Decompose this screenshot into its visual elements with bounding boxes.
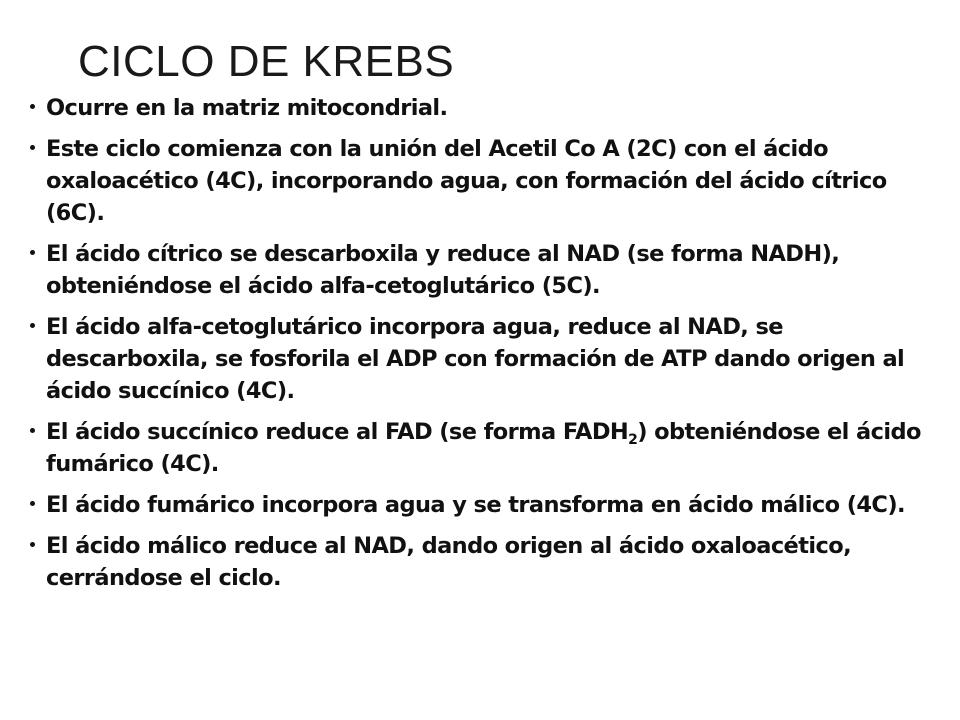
bullet-item-5 [26, 416, 938, 480]
bullet-dot-icon [30, 323, 35, 328]
bullet-text: El ácido fumárico incorpora agua y se transforma en ácido málico (4C). [46, 492, 905, 518]
bullet-dot-icon [30, 250, 35, 255]
bullet-item-3 [26, 238, 938, 302]
subscript: 2 [628, 431, 638, 448]
bullet-dot-icon [30, 501, 35, 506]
bullet-item-2 [26, 133, 938, 229]
bullet-text: El ácido cítrico se descarboxila y reduce al NAD (se forma NADH), obteniéndose el ácido alfa-cetoglutárico (5C). [46, 241, 840, 299]
bullet-dot-icon [30, 428, 35, 433]
bullet-item-4 [26, 311, 938, 407]
bullet-dot-icon [30, 104, 35, 109]
bullet-dot-icon [30, 542, 35, 547]
bullet-item-1 [26, 92, 938, 124]
bullet-item-6 [26, 489, 938, 521]
bullet-text: Este ciclo comienza con la unión del Acetil Co A (2C) con el ácido oxaloacético (4C), incorporando agua, con formación del ácido cítrico (6C). [46, 136, 887, 226]
bullet-text [46, 416, 938, 480]
bullet-text: El ácido alfa-cetoglutárico incorpora agua, reduce al NAD, se descarboxila, se fosforila el ADP con formación de ATP dando origen al ácido succínico (4C). [46, 314, 905, 404]
bullet-text: El ácido málico reduce al NAD, dando origen al ácido oxaloacético, cerrándose el ciclo. [46, 533, 852, 591]
slide-title: CICLO DE KREBS [78, 37, 455, 86]
bullet-item-7 [26, 530, 938, 594]
bullet-dot-icon [30, 145, 35, 150]
bullet-text-before: El ácido succínico reduce al FAD (se forma FADH [46, 419, 629, 445]
bullet-text: Ocurre en la matriz mitocondrial. [46, 95, 448, 121]
bullet-text-after: ) obteniéndose el ácido fumárico (4C). [46, 419, 921, 477]
bullet-list [26, 92, 938, 603]
